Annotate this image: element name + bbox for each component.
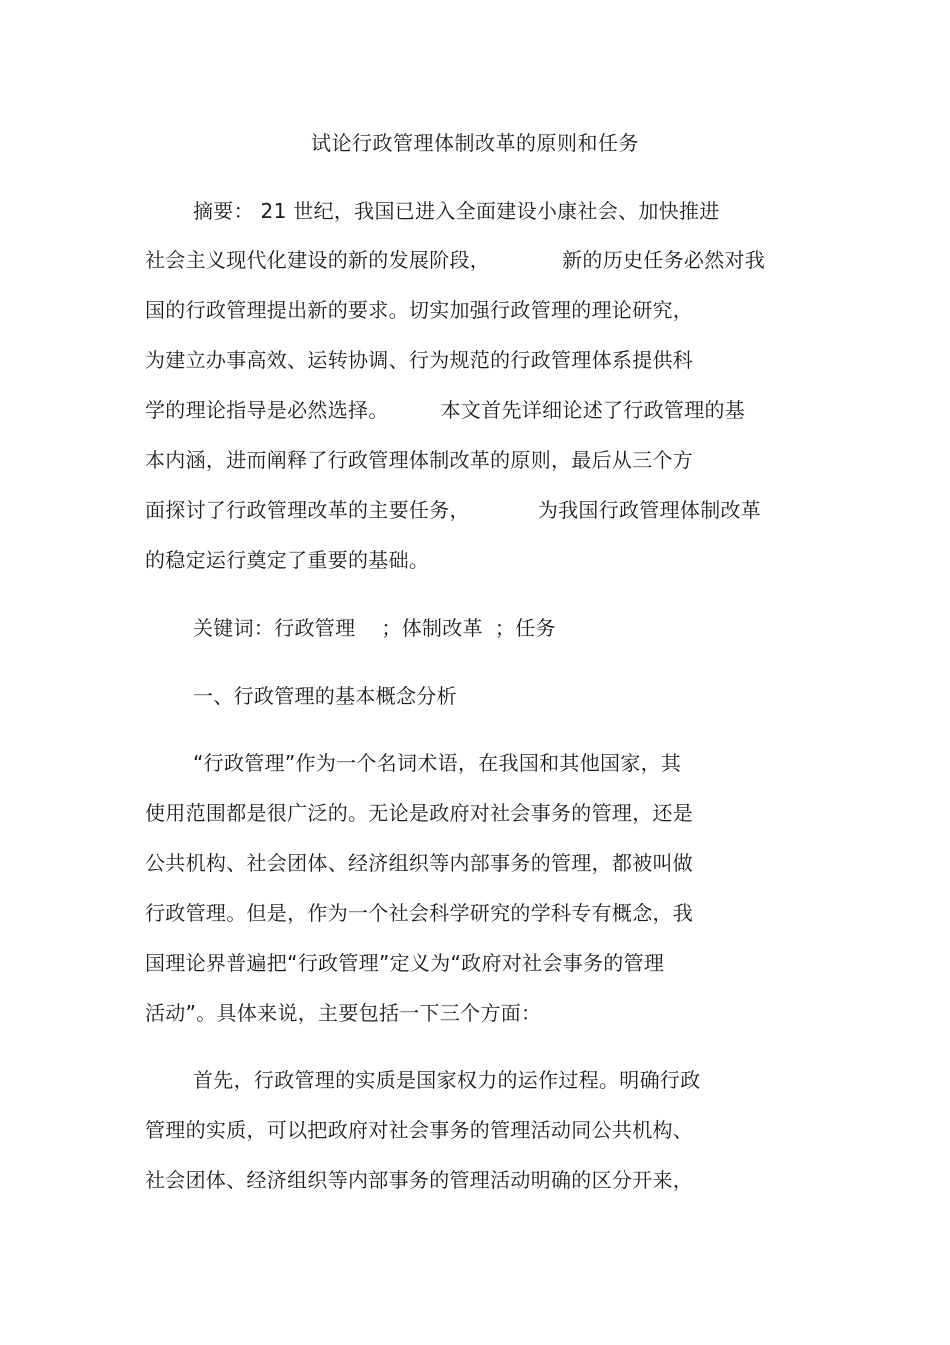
- abstract-line-8: 的稳定运行奠定了重要的基础。: [145, 548, 430, 572]
- abstract-line-1: 摘要： 21 世纪，我国已进入全面建设小康社会、加快推进: [193, 199, 720, 223]
- keywords-line: [193, 613, 556, 643]
- para1-line-5: 国理论界普遍把“行政管理”定义为“政府对社会事务的管理: [145, 951, 665, 975]
- abstract-line-5a: 学的理论指导是必然选择。: [145, 398, 389, 422]
- para2-line-2: 管理的实质，可以把政府对社会事务的管理活动同公共机构、: [145, 1118, 694, 1142]
- para2-line-3: 社会团体、经济组织等内部事务的管理活动明确的区分开来，: [145, 1168, 694, 1192]
- abstract-line-2a: 社会主义现代化建设的新的发展阶段，: [145, 248, 491, 272]
- keyword-3: ；任务: [494, 616, 556, 640]
- abstract-line-5: [145, 395, 745, 425]
- keyword-1: 行政管理: [274, 616, 356, 640]
- keywords-label: 关键词：: [193, 616, 275, 640]
- para1-line-6: 活动”。具体来说，主要包括一下三个方面：: [145, 1001, 542, 1025]
- abstract-line-2b: 新的历史任务必然对我: [562, 248, 766, 272]
- para1-line-3: 公共机构、社会团体、经济组织等内部事务的管理，都被叫做: [145, 851, 694, 875]
- abstract-line-7: [145, 495, 761, 525]
- abstract-line-7a: 面探讨了行政管理改革的主要任务，: [145, 498, 470, 522]
- section-heading: 一、行政管理的基本概念分析: [193, 684, 457, 708]
- para1-line-2: 使用范围都是很广泛的。无论是政府对社会事务的管理，还是: [145, 801, 694, 825]
- abstract-line-4: 为建立办事高效、运转协调、行为规范的行政管理体系提供科: [145, 348, 694, 372]
- keyword-2: ；体制改革: [381, 616, 483, 640]
- abstract-line-2: [145, 245, 765, 275]
- para1-line-4: 行政管理。但是，作为一个社会科学研究的学科专有概念，我: [145, 901, 694, 925]
- document-title: 试论行政管理体制改革的原则和任务: [311, 131, 639, 155]
- para1-line-1: “行政管理”作为一个名词术语，在我国和其他国家，其: [193, 751, 682, 775]
- abstract-line-7b: 为我国行政管理体制改革: [537, 498, 762, 522]
- abstract-line-3: 国的行政管理提出新的要求。切实加强行政管理的理论研究，: [145, 298, 694, 322]
- abstract-line-6: 本内涵，进而阐释了行政管理体制改革的原则，最后从三个方: [145, 448, 694, 472]
- para2-line-1: 首先，行政管理的实质是国家权力的运作过程。明确行政: [193, 1068, 701, 1092]
- abstract-line-5b: 本文首先详细论述了行政管理的基: [440, 398, 746, 422]
